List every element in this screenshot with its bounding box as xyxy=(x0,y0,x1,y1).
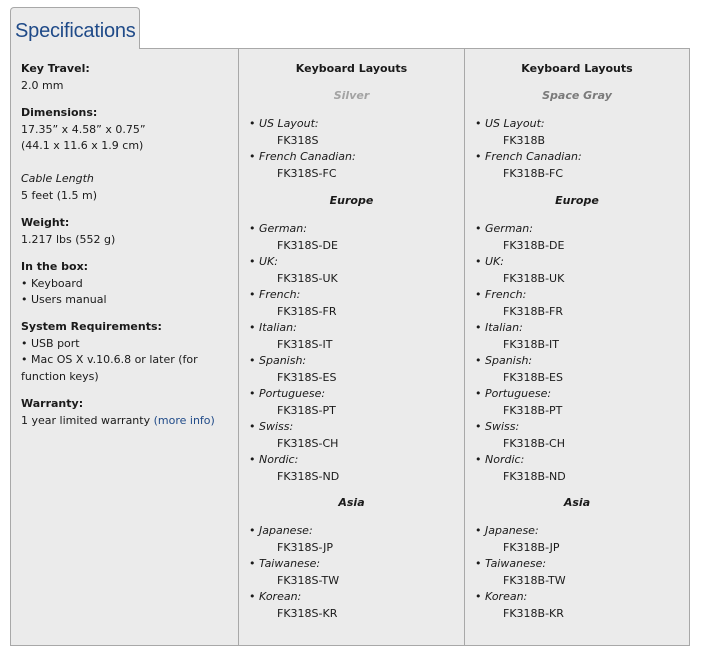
layout-name: UK: xyxy=(259,255,278,268)
layout-name: Swiss: xyxy=(259,420,294,433)
europe-heading: Europe xyxy=(329,194,374,207)
bullet: • xyxy=(249,557,256,570)
model-code: FK318B-FC xyxy=(503,166,564,180)
layout-name: French: xyxy=(259,288,301,301)
layout-name: US Layout: xyxy=(259,117,319,130)
bullet: • xyxy=(249,150,256,163)
layout-item xyxy=(475,287,526,304)
model-code: FK318S-ES xyxy=(277,370,337,384)
layout-item xyxy=(249,221,307,238)
warranty-value: 1 year limited warranty xyxy=(21,413,151,427)
model-code: FK318B-PT xyxy=(503,403,563,417)
model-code: FK318B-ES xyxy=(503,370,563,384)
layout-name: French Canadian: xyxy=(259,150,356,163)
layout-item xyxy=(249,287,300,304)
layout-item xyxy=(249,149,356,166)
bullet: • xyxy=(249,117,256,130)
layout-name: Swiss: xyxy=(485,420,520,433)
dimensions-inches: 17.35” x 4.58” x 0.75” xyxy=(21,122,146,136)
model-code: FK318B-CH xyxy=(503,436,566,450)
layout-name: US Layout: xyxy=(485,117,545,130)
layout-item xyxy=(475,386,551,403)
bullet: • xyxy=(475,288,482,301)
color-name: Silver xyxy=(333,89,370,102)
bullet: • xyxy=(249,590,256,603)
bullet: • xyxy=(475,420,482,433)
model-code: FK318S-UK xyxy=(277,271,338,285)
model-code: FK318S-DE xyxy=(277,238,338,252)
layout-item xyxy=(475,254,504,271)
warranty-label: Warranty: xyxy=(21,397,84,410)
layout-name: Korean: xyxy=(485,590,528,603)
layout-item xyxy=(249,386,325,403)
layout-item xyxy=(249,523,313,540)
weight-spec xyxy=(21,215,233,248)
system-requirements-label: System Requirements: xyxy=(21,320,162,333)
color-name: Space Gray xyxy=(542,89,612,102)
weight-label: Weight: xyxy=(21,216,70,229)
layout-item xyxy=(249,116,319,133)
bullet: • xyxy=(249,387,256,400)
bullet: • xyxy=(475,354,482,367)
specifications-panel xyxy=(10,48,690,646)
layout-name: Taiwanese: xyxy=(485,557,547,570)
layout-name: Nordic: xyxy=(259,453,299,466)
model-code: FK318S xyxy=(277,133,319,147)
bullet: • xyxy=(475,222,482,235)
cable-label: Cable Length xyxy=(21,172,94,185)
tab-title: Specifications xyxy=(15,20,136,42)
list-item-continuation: function keys) xyxy=(21,369,99,383)
bullet: • xyxy=(475,255,482,268)
dimensions-label: Dimensions: xyxy=(21,106,98,119)
bullet: • xyxy=(249,453,256,466)
column-header: Keyboard Layouts xyxy=(295,62,408,75)
model-code: FK318S-JP xyxy=(277,540,333,554)
column-header: Keyboard Layouts xyxy=(521,62,633,75)
model-code: FK318B-KR xyxy=(503,606,564,620)
key-travel-label: Key Travel: xyxy=(21,62,90,75)
specifications-tab[interactable] xyxy=(10,7,140,49)
layout-name: Portuguese: xyxy=(485,387,552,400)
layout-name: Korean: xyxy=(259,590,302,603)
layout-name: Taiwanese: xyxy=(259,557,321,570)
list-item: • USB port xyxy=(21,336,80,350)
asia-heading: Asia xyxy=(338,496,365,509)
layout-name: French: xyxy=(485,288,527,301)
cable-value: 5 feet (1.5 m) xyxy=(21,188,98,202)
layout-item xyxy=(249,589,301,606)
layout-item xyxy=(249,320,297,337)
layout-name: UK: xyxy=(485,255,504,268)
bullet: • xyxy=(249,354,256,367)
europe-heading: Europe xyxy=(555,194,599,207)
layout-item xyxy=(475,589,527,606)
layout-item xyxy=(249,419,293,436)
layout-item xyxy=(249,452,298,469)
bullet: • xyxy=(475,453,482,466)
bullet: • xyxy=(475,590,482,603)
more-info-link[interactable]: (more info) xyxy=(153,413,215,427)
layout-name: Italian: xyxy=(259,321,297,334)
model-code: FK318S-FR xyxy=(277,304,337,318)
bullet: • xyxy=(249,288,256,301)
bullet: • xyxy=(249,321,256,334)
model-code: FK318B-DE xyxy=(503,238,565,252)
layout-item xyxy=(249,254,278,271)
model-code: FK318S-IT xyxy=(277,337,333,351)
dimensions-cm: (44.1 x 11.6 x 1.9 cm) xyxy=(21,139,144,152)
weight-value: 1.217 lbs (552 g) xyxy=(21,232,116,246)
system-requirements-spec xyxy=(21,319,233,385)
layout-name: Japanese: xyxy=(485,524,539,537)
model-code: FK318S-CH xyxy=(277,436,339,450)
list-item: • Users manual xyxy=(21,293,107,306)
layout-name: German: xyxy=(259,222,307,235)
layout-item xyxy=(475,523,539,540)
model-code: FK318S-TW xyxy=(277,573,340,587)
silver-layouts-column xyxy=(238,49,464,645)
list-item: • Mac OS X v.10.6.8 or later (for xyxy=(21,353,198,366)
layout-item xyxy=(249,353,306,370)
model-code: FK318B xyxy=(503,133,546,147)
layout-item xyxy=(475,353,532,370)
model-code: FK318S-KR xyxy=(277,606,338,620)
model-code: FK318B-UK xyxy=(503,271,565,285)
bullet: • xyxy=(249,524,256,537)
layout-item xyxy=(475,221,533,238)
model-code: FK318S-FC xyxy=(277,166,337,180)
layout-item xyxy=(475,452,524,469)
model-code: FK318B-TW xyxy=(503,573,566,587)
layout-name: Portuguese: xyxy=(259,387,326,400)
bullet: • xyxy=(249,255,256,268)
list-item: • Keyboard xyxy=(21,276,83,290)
in-the-box-spec xyxy=(21,259,233,309)
layout-item xyxy=(475,149,582,166)
cable-spec xyxy=(21,171,233,204)
model-code: FK318S-ND xyxy=(277,469,340,483)
bullet: • xyxy=(475,557,482,570)
space-gray-layouts-column xyxy=(464,49,689,645)
asia-heading: Asia xyxy=(563,496,591,509)
layout-name: Nordic: xyxy=(485,453,525,466)
layout-name: Spanish: xyxy=(259,354,307,367)
model-code: FK318B-ND xyxy=(503,469,566,483)
model-code: FK318B-IT xyxy=(503,337,560,351)
layout-name: German: xyxy=(485,222,533,235)
model-code: FK318B-FR xyxy=(503,304,564,318)
layout-name: French Canadian: xyxy=(485,150,582,163)
dimensions-spec xyxy=(21,105,233,155)
bullet: • xyxy=(249,222,256,235)
model-code: FK318B-JP xyxy=(503,540,560,554)
specs-column xyxy=(11,49,238,645)
model-code: FK318S-PT xyxy=(277,403,336,417)
layout-item xyxy=(475,116,545,133)
layout-item xyxy=(249,556,320,573)
warranty-spec xyxy=(21,396,233,429)
in-the-box-label: In the box: xyxy=(21,260,89,273)
layout-item xyxy=(475,320,523,337)
bullet: • xyxy=(475,117,482,130)
key-travel-value: 2.0 mm xyxy=(21,78,64,92)
bullet: • xyxy=(475,150,482,163)
bullet: • xyxy=(249,420,256,433)
layout-name: Spanish: xyxy=(485,354,533,367)
key-travel-spec xyxy=(21,61,233,94)
layout-name: Italian: xyxy=(485,321,523,334)
layout-item xyxy=(475,556,546,573)
layout-name: Japanese: xyxy=(259,524,313,537)
bullet: • xyxy=(475,524,482,537)
bullet: • xyxy=(475,387,482,400)
layout-item xyxy=(475,419,519,436)
bullet: • xyxy=(475,321,482,334)
